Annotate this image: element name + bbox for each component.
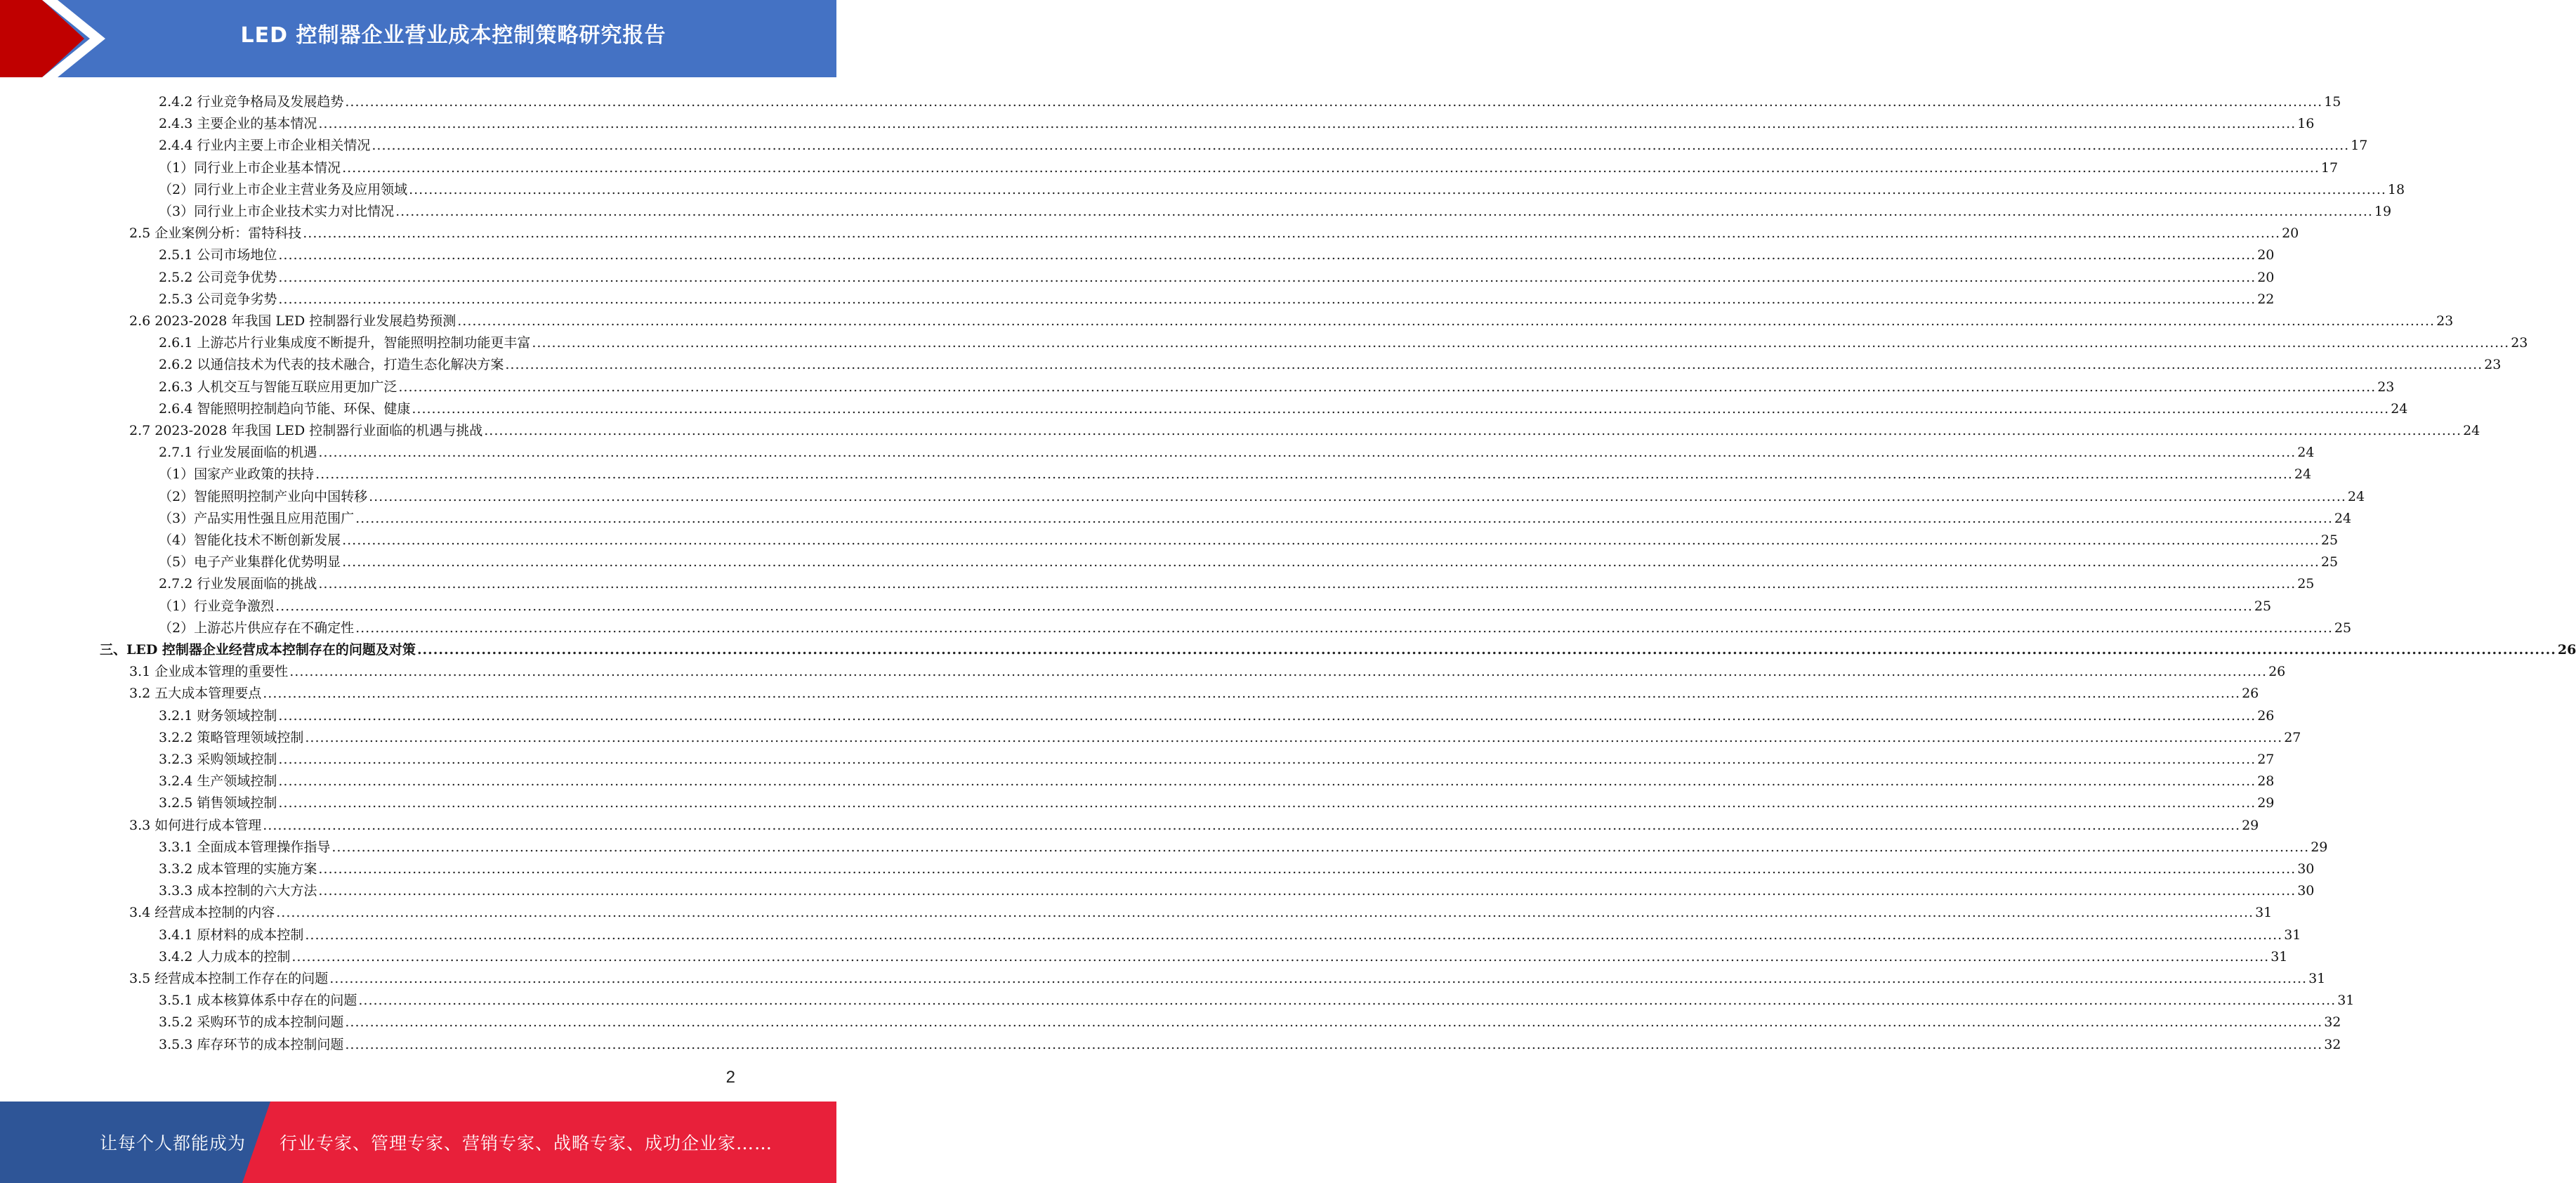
toc-entry-page: 30	[2297, 861, 2315, 877]
toc-entry-page: 24	[2463, 423, 2480, 438]
toc-entry-page: 29	[2257, 795, 2275, 811]
toc-entry-page: 26	[2557, 642, 2576, 658]
toc-entry-page: 24	[2391, 400, 2408, 417]
toc-entry[interactable]	[159, 198, 2392, 220]
toc-leader-dots: ................................................................................................................................................................................................................................................................................................................................................................................................................	[484, 423, 2462, 438]
toc-leader-dots: ................................................................................................................................................................................................................................................................................................................................................................................................................	[275, 598, 2253, 614]
toc-entry-label: 2.4.4 行业内主要上市企业相关情况	[159, 138, 371, 154]
toc-entry-label: 3.2.5 销售领域控制	[159, 795, 277, 811]
toc-entry-page: 15	[2324, 94, 2341, 110]
toc-entry[interactable]	[159, 790, 2275, 811]
toc-entry-label: 3.2.4 生产领域控制	[159, 773, 277, 790]
toc-entry-page: 23	[2436, 313, 2454, 329]
toc-leader-dots: ................................................................................................................................................................................................................................................................................................................................................................................................................	[278, 269, 2256, 285]
toc-entry[interactable]	[159, 483, 2365, 505]
page-footer	[0, 1102, 836, 1183]
toc-leader-dots: ................................................................................................................................................................................................................................................................................................................................................................................................................	[505, 357, 2483, 373]
toc-leader-dots: ................................................................................................................................................................................................................................................................................................................................................................................................................	[318, 445, 2296, 461]
toc-entry[interactable]	[129, 899, 2273, 921]
toc-entry-label: （2）同行业上市企业主营业务及应用领域	[159, 181, 408, 197]
toc-entry-label: 3.5 经营成本控制工作存在的问题	[129, 971, 329, 986]
toc-entry-page: 20	[2257, 269, 2275, 285]
toc-leader-dots: ................................................................................................................................................................................................................................................................................................................................................................................................................	[409, 181, 2386, 197]
toc-entry-page: 24	[2297, 445, 2315, 461]
toc-entry[interactable]	[159, 286, 2275, 308]
toc-entry[interactable]	[159, 768, 2275, 790]
toc-entry-page: 25	[2320, 554, 2339, 570]
toc-entry-label: （3）同行业上市企业技术实力对比情况	[159, 204, 395, 219]
toc-entry-label: 3.4 经营成本控制的内容	[129, 905, 275, 921]
toc-leader-dots: ................................................................................................................................................................................................................................................................................................................................................................................................................	[318, 883, 2296, 899]
page-number: 2	[725, 1068, 735, 1087]
toc-entry-label: （1）同行业上市企业基本情况	[159, 159, 341, 176]
toc-entry[interactable]	[159, 943, 2288, 965]
toc-entry-label: 3.4.2 人力成本的控制	[159, 948, 291, 965]
toc-entry[interactable]	[159, 856, 2315, 877]
toc-entry[interactable]	[129, 965, 2326, 987]
toc-entry-label: 2.6.4 智能照明控制趋向节能、环保、健康	[159, 400, 411, 417]
toc-entry-page: 18	[2387, 181, 2405, 197]
toc-entry[interactable]	[159, 176, 2405, 198]
toc-entry-label: 三、LED 控制器企业经营成本控制存在的问题及对策	[100, 642, 416, 658]
toc-entry-label: 3.3.3 成本控制的六大方法	[159, 883, 317, 899]
toc-entry-label: 2.4.2 行业竞争格局及发展趋势	[159, 94, 344, 110]
toc-entry-label: 2.7.2 行业发展面临的挑战	[159, 576, 317, 592]
document-title: LED 控制器企业营业成本控制策略研究报告	[240, 23, 666, 48]
toc-leader-dots: ................................................................................................................................................................................................................................................................................................................................................................................................................	[329, 971, 2308, 986]
toc-entry[interactable]	[159, 724, 2301, 746]
toc-entry[interactable]	[159, 264, 2275, 286]
footer-slogan-left: 让每个人都能成为	[100, 1133, 247, 1153]
toc-entry[interactable]	[159, 527, 2339, 549]
toc-entry-label: 2.7 2023-2028 年我国 LED 控制器行业面临的机遇与挑战	[129, 423, 483, 438]
toc-leader-dots: ................................................................................................................................................................................................................................................................................................................................................................................................................	[276, 905, 2254, 921]
toc-entry-page: 29	[2311, 839, 2328, 855]
toc-leader-dots: ................................................................................................................................................................................................................................................................................................................................................................................................................	[331, 839, 2310, 855]
toc-entry[interactable]	[100, 636, 2576, 658]
toc-entry-page: 26	[2242, 686, 2259, 702]
toc-leader-dots: ................................................................................................................................................................................................................................................................................................................................................................................................................	[305, 729, 2283, 745]
toc-leader-dots: ................................................................................................................................................................................................................................................................................................................................................................................................................	[315, 466, 2293, 483]
toc-entry-page: 31	[2308, 971, 2326, 986]
toc-entry-label: （1）国家产业政策的扶持	[159, 466, 315, 483]
toc-leader-dots: ................................................................................................................................................................................................................................................................................................................................................................................................................	[355, 620, 2333, 636]
toc-leader-dots: ................................................................................................................................................................................................................................................................................................................................................................................................................	[342, 532, 2320, 548]
toc-entry-label: 3.3 如何进行成本管理	[129, 817, 262, 833]
toc-entry-page: 31	[2255, 905, 2273, 921]
toc-entry-page: 23	[2511, 335, 2528, 351]
toc-leader-dots: ................................................................................................................................................................................................................................................................................................................................................................................................................	[305, 927, 2283, 943]
toc-entry-page: 23	[2377, 379, 2395, 395]
toc-entry-label: 2.6.3 人机交互与智能互联应用更加广泛	[159, 379, 397, 395]
toc-leader-dots: ................................................................................................................................................................................................................................................................................................................................................................................................................	[345, 1014, 2323, 1031]
toc-entry-label: 2.4.3 主要企业的基本情况	[159, 116, 317, 132]
toc-entry-page: 25	[2320, 532, 2339, 548]
toc-entry-label: （3）产品实用性强且应用范围广	[159, 510, 355, 526]
toc-leader-dots: ................................................................................................................................................................................................................................................................................................................................................................................................................	[278, 795, 2256, 811]
toc-entry[interactable]	[159, 877, 2315, 899]
toc-entry-page: 25	[2334, 620, 2352, 636]
page-header	[0, 0, 836, 77]
toc-entry[interactable]	[129, 308, 2454, 329]
toc-entry-label: 3.1 企业成本管理的重要性	[129, 664, 289, 680]
toc-entry[interactable]	[159, 922, 2301, 943]
toc-entry-page: 24	[2294, 466, 2312, 483]
toc-entry[interactable]	[159, 132, 2368, 154]
toc-entry-page: 17	[2351, 138, 2368, 154]
toc-leader-dots: ................................................................................................................................................................................................................................................................................................................................................................................................................	[532, 335, 2510, 351]
toc-entry[interactable]	[159, 834, 2328, 856]
toc-entry-page: 20	[2282, 226, 2299, 242]
toc-entry-page: 17	[2320, 159, 2339, 176]
toc-entry[interactable]	[129, 680, 2259, 702]
toc-entry-page: 29	[2242, 817, 2259, 833]
toc-entry[interactable]	[159, 615, 2352, 636]
toc-leader-dots: ................................................................................................................................................................................................................................................................................................................................................................................................................	[318, 576, 2296, 592]
toc-entry-label: （2）智能照明控制产业向中国转移	[159, 488, 368, 504]
toc-entry[interactable]	[159, 593, 2272, 615]
toc-leader-dots: ................................................................................................................................................................................................................................................................................................................................................................................................................	[416, 642, 2556, 658]
toc-entry[interactable]	[159, 396, 2408, 417]
toc-leader-dots: ................................................................................................................................................................................................................................................................................................................................................................................................................	[395, 204, 2373, 219]
toc-entry[interactable]	[129, 658, 2286, 680]
toc-entry[interactable]	[159, 1009, 2341, 1031]
toc-leader-dots: ................................................................................................................................................................................................................................................................................................................................................................................................................	[263, 686, 2241, 702]
toc-entry-page: 31	[2337, 993, 2355, 1009]
toc-entry[interactable]	[159, 374, 2395, 396]
toc-leader-dots: ................................................................................................................................................................................................................................................................................................................................................................................................................	[398, 379, 2377, 395]
toc-entry-page: 25	[2297, 576, 2315, 592]
toc-leader-dots: ................................................................................................................................................................................................................................................................................................................................................................................................................	[355, 510, 2333, 526]
toc-entry-page: 26	[2268, 664, 2286, 680]
toc-entry[interactable]	[159, 89, 2341, 110]
toc-entry-label: 2.5.1 公司市场地位	[159, 247, 277, 263]
toc-entry-label: 3.5.1 成本核算体系中存在的问题	[159, 993, 357, 1009]
toc-leader-dots: ................................................................................................................................................................................................................................................................................................................................................................................................................	[303, 226, 2281, 242]
toc-leader-dots: ................................................................................................................................................................................................................................................................................................................................................................................................................	[289, 664, 2268, 680]
toc-entry-label: 2.7.1 行业发展面临的机遇	[159, 445, 317, 461]
toc-entry[interactable]	[159, 242, 2275, 263]
toc-entry[interactable]	[159, 155, 2339, 176]
toc-entry-label: 2.5.2 公司竞争优势	[159, 269, 277, 285]
toc-entry-page: 31	[2284, 927, 2301, 943]
toc-entry-page: 26	[2257, 707, 2275, 724]
toc-leader-dots: ................................................................................................................................................................................................................................................................................................................................................................................................................	[263, 817, 2241, 833]
toc-entry-label: 2.5 企业案例分析：雷特科技	[129, 226, 302, 242]
toc-entry-page: 28	[2257, 773, 2275, 790]
toc-leader-dots: ................................................................................................................................................................................................................................................................................................................................................................................................................	[342, 554, 2320, 570]
toc-entry-label: （1）行业竞争激烈	[159, 598, 275, 614]
toc-entry-label: 3.2.3 采购领域控制	[159, 752, 277, 767]
toc-entry-label: 3.2 五大成本管理要点	[129, 686, 262, 702]
toc-entry-page: 27	[2257, 752, 2275, 767]
toc-entry[interactable]	[159, 351, 2502, 373]
toc-leader-dots: ................................................................................................................................................................................................................................................................................................................................................................................................................	[412, 400, 2390, 417]
toc-entry[interactable]	[129, 417, 2480, 439]
toc-entry-page: 24	[2334, 510, 2352, 526]
toc-entry-page: 27	[2284, 729, 2301, 745]
toc-entry-label: 2.6 2023-2028 年我国 LED 控制器行业发展趋势预测	[129, 313, 456, 329]
footer-slogan-right: 行业专家、管理专家、营销专家、战略专家、成功企业家……	[280, 1133, 773, 1153]
toc-leader-dots: ................................................................................................................................................................................................................................................................................................................................................................................................................	[358, 993, 2337, 1009]
toc-entry[interactable]	[129, 812, 2259, 834]
toc-entry-label: （4）智能化技术不断创新发展	[159, 532, 341, 548]
toc-leader-dots: ................................................................................................................................................................................................................................................................................................................................................................................................................	[318, 861, 2296, 877]
toc-entry-page: 16	[2297, 116, 2315, 132]
toc-entry-page: 25	[2254, 598, 2272, 614]
toc-leader-dots: ................................................................................................................................................................................................................................................................................................................................................................................................................	[372, 138, 2350, 154]
toc-entry-label: 2.5.3 公司竞争劣势	[159, 291, 277, 307]
toc-entry-label: 3.2.2 策略管理领域控制	[159, 729, 304, 745]
toc-entry[interactable]	[159, 702, 2275, 724]
toc-leader-dots: ................................................................................................................................................................................................................................................................................................................................................................................................................	[318, 116, 2296, 132]
toc-entry[interactable]	[159, 549, 2339, 570]
toc-entry-label: 3.5.2 采购环节的成本控制问题	[159, 1014, 344, 1031]
toc-entry[interactable]	[159, 505, 2352, 527]
toc-entry-label: 2.6.1 上游芯片行业集成度不断提升，智能照明控制功能更丰富	[159, 335, 531, 351]
toc-entry-page: 19	[2374, 204, 2392, 219]
toc-leader-dots: ................................................................................................................................................................................................................................................................................................................................................................................................................	[345, 1036, 2323, 1052]
toc-entry-page: 30	[2297, 883, 2315, 899]
toc-entry[interactable]	[129, 220, 2299, 242]
toc-leader-dots: ................................................................................................................................................................................................................................................................................................................................................................................................................	[345, 94, 2323, 110]
toc-entry[interactable]	[159, 439, 2315, 461]
toc-entry-page: 22	[2257, 291, 2275, 307]
toc-leader-dots: ................................................................................................................................................................................................................................................................................................................................................................................................................	[291, 948, 2270, 965]
toc-entry-label: 3.2.1 财务领域控制	[159, 707, 277, 724]
toc-entry[interactable]	[159, 329, 2528, 351]
toc-leader-dots: ................................................................................................................................................................................................................................................................................................................................................................................................................	[369, 488, 2346, 504]
toc-leader-dots: ................................................................................................................................................................................................................................................................................................................................................................................................................	[278, 773, 2256, 790]
toc-entry-label: 2.6.2 以通信技术为代表的技术融合，打造生态化解决方案	[159, 357, 504, 373]
toc-entry-label: 3.4.1 原材料的成本控制	[159, 927, 304, 943]
toc-entry-page: 32	[2324, 1014, 2341, 1031]
toc-entry-label: 3.3.2 成本管理的实施方案	[159, 861, 317, 877]
toc-leader-dots: ................................................................................................................................................................................................................................................................................................................................................................................................................	[278, 752, 2256, 767]
toc-entry-page: 23	[2484, 357, 2502, 373]
toc-leader-dots: ................................................................................................................................................................................................................................................................................................................................................................................................................	[278, 247, 2256, 263]
toc-leader-dots: ................................................................................................................................................................................................................................................................................................................................................................................................................	[342, 159, 2320, 176]
toc-leader-dots: ................................................................................................................................................................................................................................................................................................................................................................................................................	[457, 313, 2436, 329]
toc-entry-label: 3.5.3 库存环节的成本控制问题	[159, 1036, 344, 1052]
toc-entry[interactable]	[159, 110, 2315, 132]
toc-entry-page: 20	[2257, 247, 2275, 263]
toc-leader-dots: ................................................................................................................................................................................................................................................................................................................................................................................................................	[278, 291, 2256, 307]
toc-entry-page: 31	[2271, 948, 2288, 965]
toc-entry-page: 32	[2324, 1036, 2341, 1052]
toc-entry[interactable]	[159, 746, 2275, 768]
toc-entry[interactable]	[159, 987, 2355, 1009]
toc-entry-label: （5）电子产业集群化优势明显	[159, 554, 341, 570]
toc-entry-page: 24	[2347, 488, 2365, 504]
toc-leader-dots: ................................................................................................................................................................................................................................................................................................................................................................................................................	[278, 707, 2256, 724]
toc-entry-label: （2）上游芯片供应存在不确定性	[159, 620, 355, 636]
header-arrow-decoration	[0, 0, 105, 77]
toc-entry[interactable]	[159, 461, 2312, 483]
toc-entry[interactable]	[159, 570, 2315, 592]
toc-entry[interactable]	[159, 1031, 2341, 1053]
toc-entry-label: 3.3.1 全面成本管理操作指导	[159, 839, 331, 855]
